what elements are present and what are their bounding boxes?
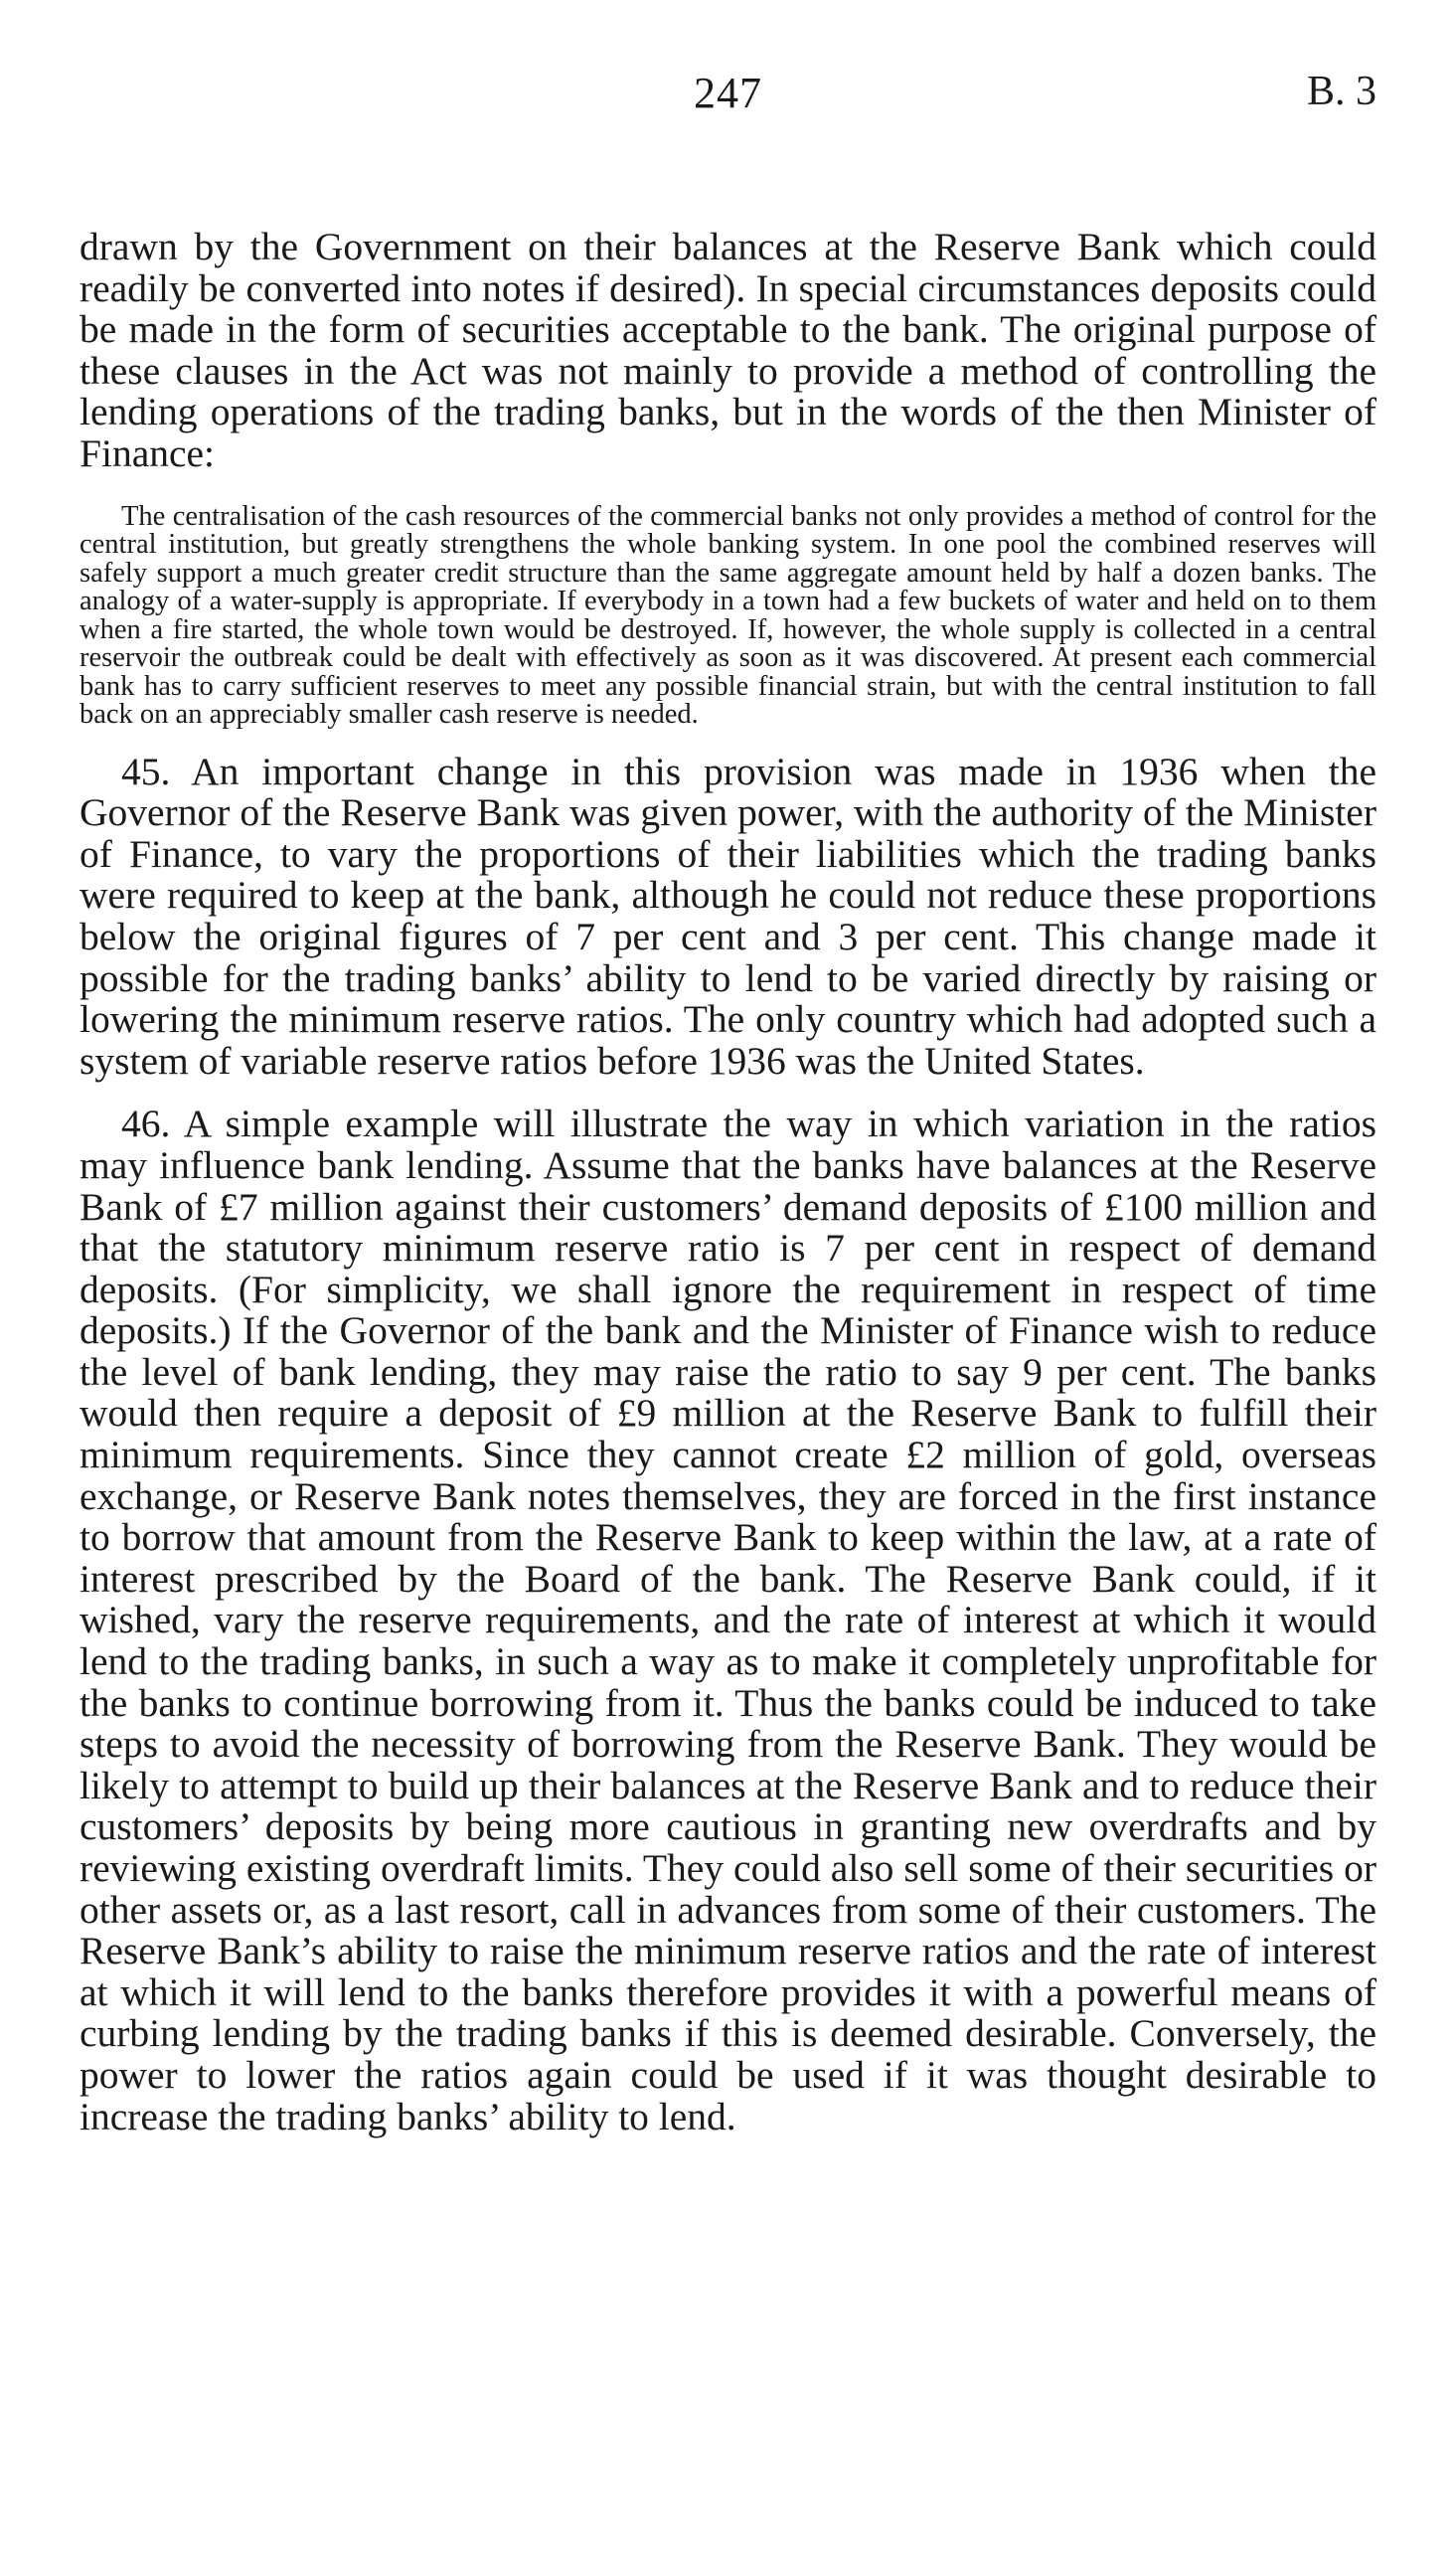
page-number: 247 bbox=[694, 69, 762, 117]
page-header bbox=[80, 60, 1376, 139]
paragraph-45: 45. An important change in this provision was made in 1936 when the Governor of the Reserve Bank was given power, with the authority of the Minister of Finance, to vary the proportions of their liabilities which the trading banks were required to keep at the bank, although he could not reduce these proportions below the original figures of 7 per cent and 3 per cent. This change made it possible for the trading banks’ ability to lend to be varied directly by raising or lowering the minimum reserve ratios. The only country which had adopted such a system of variable reserve ratios before 1936 was the United States. bbox=[80, 749, 1376, 1083]
block-quote: The centralisation of the cash resources of the commercial banks not only provides a method of control for the central institution, but greatly strengthens the whole banking system. In one pool the combined reserves will safely support a much greater credit structure than the same aggregate amount held by half a dozen banks. The analogy of a water-supply is appropriate. If everybody in a town had a few buckets of water and held on to them when a fire started, the whole town would be destroyed. If, however, the whole supply is collected in a central reservoir the outbreak could be dealt with effectively as soon as it was discovered. At present each commercial bank has to carry sufficient reserves to meet any possible financial strain, but with the central institution to fall back on an appreciably smaller cash reserve is needed. bbox=[80, 500, 1376, 731]
paragraph-46: 46. A simple example will illustrate the way in which variation in the ratios may influence bank lending. Assume that the banks have balances at the Reserve Bank of £7 million against their customers’ demand deposits of £100 million and that the statutory minimum reserve ratio is 7 per cent in respect of demand deposits. (For simplicity, we shall ignore the requirement in respect of time deposits.) If the Governor of the bank and the Minister of Finance wish to reduce the level of bank lending, they may raise the ratio to say 9 per cent. The banks would then require a deposit of £9 million at the Reserve Bank to fulfill their minimum requirements. Since they cannot create £2 million of gold, overseas exchange, or Reserve Bank notes themselves, they are forced in the first instance to borrow that amount from the Reserve Bank to keep within the law, at a rate of interest prescribed by the Board of the bank. The Reserve Bank could, if it wished, vary the reserve requirements, and the rate of interest at which it would lend to the trading banks, in such a way as to make it completely unprofitable for the banks to continue borrowing from it. Thus the banks could be induced to take steps to avoid the necessity of borrowing from the Reserve Bank. They would be likely to attempt to build up their balances at the Reserve Bank and to reduce their customers’ deposits by being more cautious in granting new overdrafts and by reviewing existing overdraft limits. They could also sell some of their securities or other assets or, as a last resort, call in advances from some of their customers. The Reserve Bank’s ability to raise the minimum reserve ratios and the rate of interest at which it will lend to the banks therefore provides it with a powerful means of curbing lending by the trading banks if this is deemed desirable. Conversely, the power to lower the ratios again could be used if it was thought desirable to increase the trading banks’ ability to lend. bbox=[80, 1102, 1376, 2138]
document-code: B. 3 bbox=[1306, 69, 1376, 114]
intro-paragraph: drawn by the Government on their balances at the Reserve Bank which could readily be converted into notes if desired). In special circumstances deposits could be made in the form of securities acceptable to the bank. The original purpose of these clauses in the Act was not mainly to provide a method of controlling the lending operations of the trading banks, but in the words of the then Minister of Finance: bbox=[80, 225, 1376, 475]
document-page bbox=[80, 60, 1376, 2137]
